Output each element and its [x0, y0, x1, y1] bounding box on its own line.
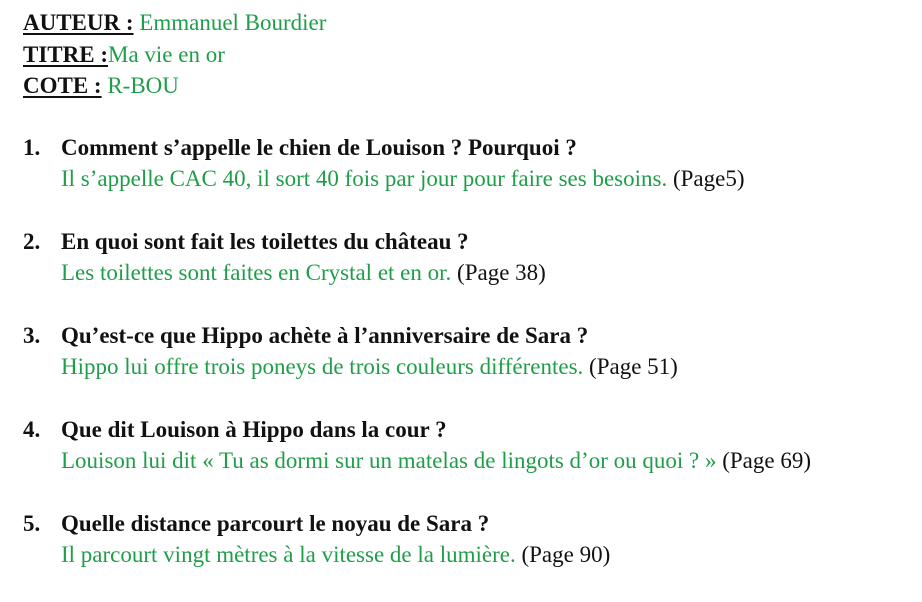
answer-line [61, 257, 546, 288]
question-number: 3. [23, 323, 41, 348]
cote-value: R-BOU [107, 73, 179, 98]
question-item-5 [23, 508, 913, 602]
answer-text: Hippo lui offre trois poneys de trois couleurs différentes. [61, 354, 584, 379]
answer-line [61, 351, 678, 382]
answer-line [61, 539, 610, 570]
author-label: AUTEUR : [23, 10, 134, 35]
author-value: Emmanuel Bourdier [139, 10, 327, 35]
page-reference: (Page 90) [521, 542, 611, 567]
question-item-3 [23, 320, 913, 414]
document-page [23, 7, 913, 567]
title-line [23, 39, 913, 71]
title-value: Ma vie en or [108, 41, 225, 67]
page-reference: (Page 69) [722, 448, 812, 473]
question-list [23, 132, 913, 602]
answer-line [61, 445, 811, 476]
cote-line [23, 70, 913, 102]
answer-line [61, 163, 744, 194]
answer-text: Louison lui dit « Tu as dormi sur un matelas de lingots d’or ou quoi ? » [61, 448, 717, 473]
question-number: 2. [23, 229, 41, 254]
page-reference: (Page 38) [457, 260, 546, 285]
question-text: Que dit Louison à Hippo dans la cour ? [61, 417, 447, 442]
question-item-2 [23, 226, 913, 320]
question-text: Comment s’appelle le chien de Louison ? Pourquoi ? [61, 135, 577, 160]
answer-text: Les toilettes sont faites en Crystal et en or. [61, 260, 452, 285]
page-reference: (Page5) [672, 166, 745, 191]
cote-label: COTE : [23, 73, 102, 98]
question-text: Quelle distance parcourt le noyau de Sara ? [61, 511, 490, 536]
question-item-4 [23, 414, 913, 508]
author-line [23, 7, 913, 39]
question-number: 5. [23, 511, 41, 536]
page-reference: (Page 51) [589, 354, 678, 379]
title-label: TITRE : [23, 41, 108, 67]
answer-text: Il parcourt vingt mètres à la vitesse de la lumière. [61, 542, 516, 567]
answer-text: Il s’appelle CAC 40, il sort 40 fois par jour pour faire ses besoins. [61, 166, 668, 191]
question-text: En quoi sont fait les toilettes du château ? [61, 229, 469, 254]
question-item-1 [23, 132, 913, 226]
question-text: Qu’est-ce que Hippo achète à l’anniversaire de Sara ? [61, 323, 589, 348]
question-number: 4. [23, 417, 41, 442]
question-number: 1. [23, 135, 41, 160]
